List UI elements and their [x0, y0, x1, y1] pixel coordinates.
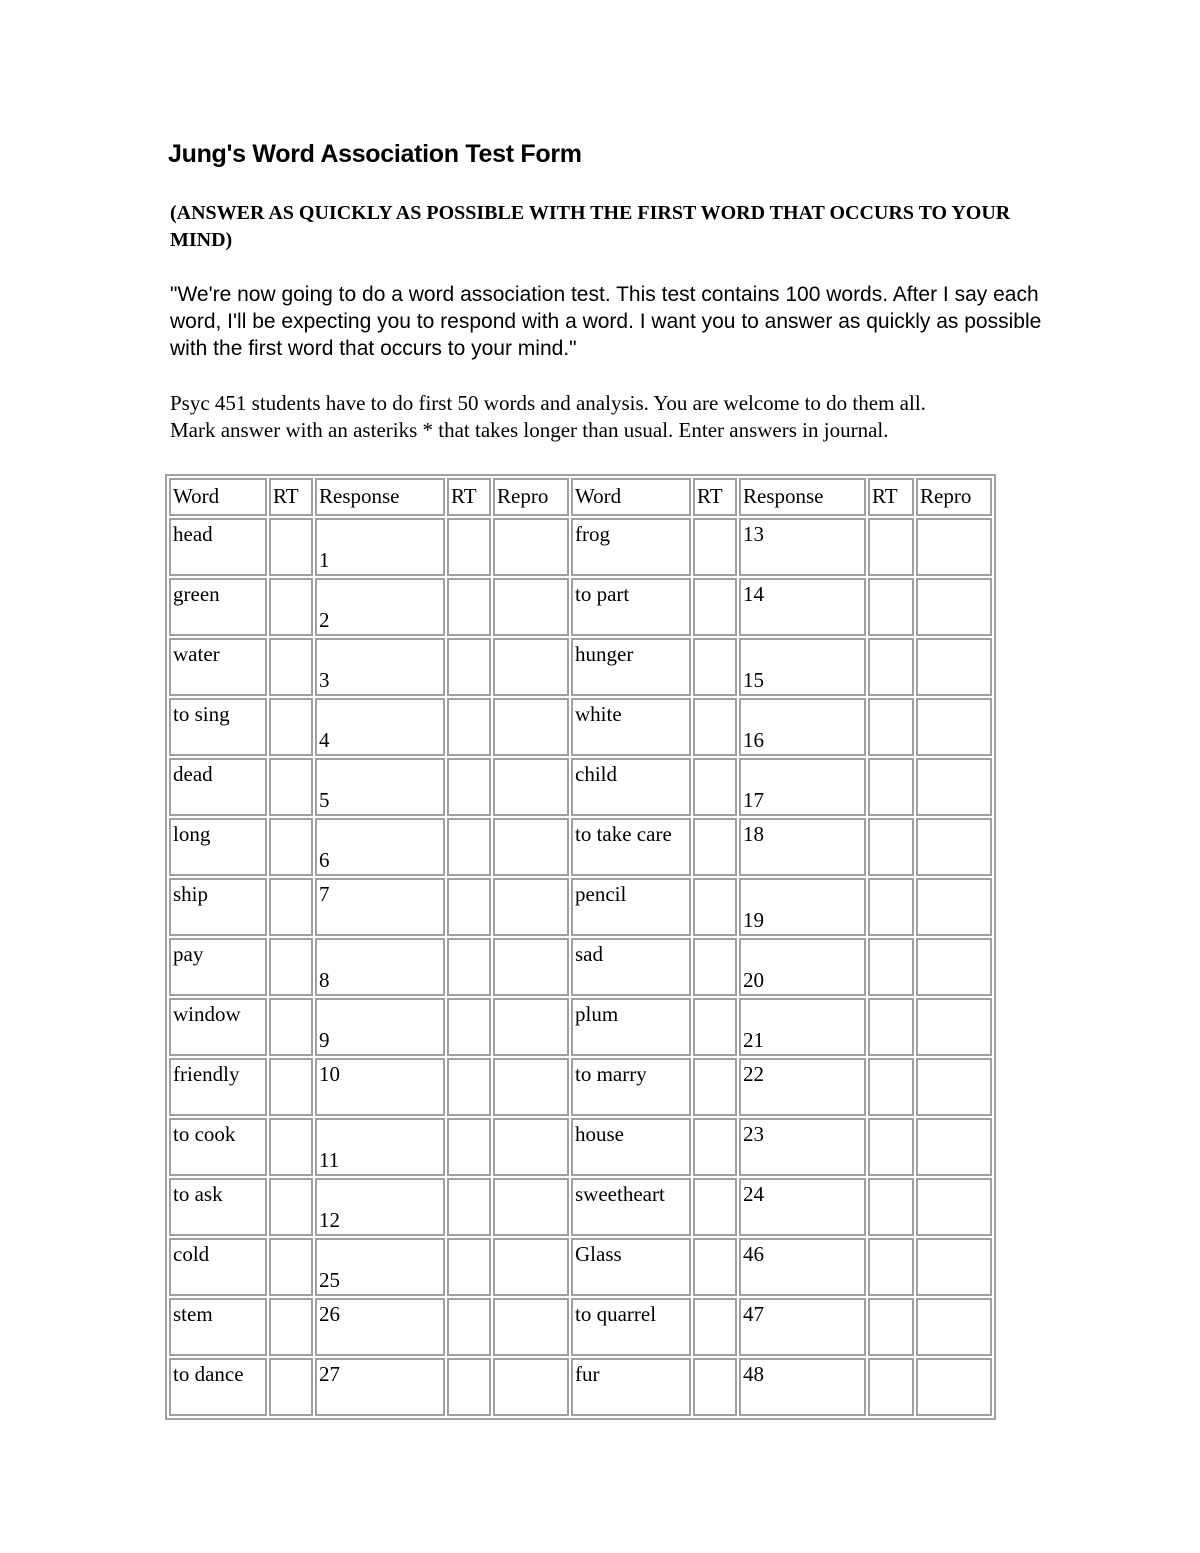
rt-right-cell[interactable] — [693, 1058, 737, 1116]
header-rt2-right: RT — [868, 478, 914, 516]
repro-left-cell[interactable] — [493, 698, 569, 756]
word-right-cell: to quarrel — [571, 1298, 691, 1356]
word-left-cell: long — [169, 818, 267, 876]
rt2-left-cell[interactable] — [447, 1118, 491, 1176]
word-right-cell: child — [571, 758, 691, 816]
repro-right-cell[interactable] — [916, 578, 992, 636]
table-row — [169, 1358, 992, 1416]
rt-right-cell[interactable] — [693, 578, 737, 636]
table-row — [169, 1298, 992, 1356]
rt-right-cell[interactable] — [693, 1358, 737, 1416]
rt2-left-cell[interactable] — [447, 878, 491, 936]
item-number: 13 — [743, 522, 764, 546]
repro-left-cell[interactable] — [493, 938, 569, 996]
repro-right-cell[interactable] — [916, 1298, 992, 1356]
repro-right-cell[interactable] — [916, 518, 992, 576]
repro-right-cell[interactable] — [916, 1358, 992, 1416]
word-right-cell: to marry — [571, 1058, 691, 1116]
rt2-left-cell[interactable] — [447, 578, 491, 636]
repro-right-cell[interactable] — [916, 638, 992, 696]
item-number: 4 — [319, 728, 330, 752]
word-left-cell: water — [169, 638, 267, 696]
word-left-cell: pay — [169, 938, 267, 996]
item-number: 46 — [743, 1242, 764, 1266]
rt-right-cell[interactable] — [693, 938, 737, 996]
rt2-left-cell[interactable] — [447, 698, 491, 756]
response-right-cell[interactable] — [739, 1118, 866, 1176]
word-left-cell: to ask — [169, 1178, 267, 1236]
word-left-cell: window — [169, 998, 267, 1056]
header-response-left: Response — [315, 478, 445, 516]
header-rt-left: RT — [269, 478, 313, 516]
rt-left-cell[interactable] — [269, 1118, 313, 1176]
response-left-cell[interactable] — [315, 1358, 445, 1416]
table-row — [169, 998, 992, 1056]
word-left-cell: friendly — [169, 1058, 267, 1116]
word-right-cell: hunger — [571, 638, 691, 696]
rt2-left-cell[interactable] — [447, 1178, 491, 1236]
rt-left-cell[interactable] — [269, 1178, 313, 1236]
rt2-left-cell[interactable] — [447, 998, 491, 1056]
table-row — [169, 1178, 992, 1236]
rt-right-cell[interactable] — [693, 1298, 737, 1356]
word-right-cell: fur — [571, 1358, 691, 1416]
response-right-cell[interactable] — [739, 518, 866, 576]
word-right-cell: to take care — [571, 818, 691, 876]
repro-right-cell[interactable] — [916, 758, 992, 816]
item-number: 23 — [743, 1122, 764, 1146]
repro-left-cell[interactable] — [493, 1058, 569, 1116]
header-repro-left: Repro — [493, 478, 569, 516]
response-right-cell[interactable] — [739, 998, 866, 1056]
rt-right-cell[interactable] — [693, 818, 737, 876]
word-right-cell: pencil — [571, 878, 691, 936]
table-row — [169, 1238, 992, 1296]
table-body — [169, 518, 992, 1416]
repro-left-cell[interactable] — [493, 998, 569, 1056]
rt-right-cell[interactable] — [693, 1178, 737, 1236]
item-number: 21 — [743, 1028, 764, 1052]
word-left-cell: dead — [169, 758, 267, 816]
response-left-cell[interactable] — [315, 1298, 445, 1356]
response-right-cell[interactable] — [739, 638, 866, 696]
rt2-right-cell[interactable] — [868, 878, 914, 936]
repro-right-cell[interactable] — [916, 1118, 992, 1176]
response-right-cell[interactable] — [739, 818, 866, 876]
response-right-cell[interactable] — [739, 578, 866, 636]
response-left-cell[interactable] — [315, 878, 445, 936]
repro-right-cell[interactable] — [916, 818, 992, 876]
word-left-cell: ship — [169, 878, 267, 936]
table-row — [169, 1118, 992, 1176]
rt2-right-cell[interactable] — [868, 638, 914, 696]
rt-left-cell[interactable] — [269, 758, 313, 816]
item-number: 6 — [319, 848, 330, 872]
rt-left-cell[interactable] — [269, 1358, 313, 1416]
rt2-left-cell[interactable] — [447, 518, 491, 576]
response-left-cell[interactable] — [315, 1178, 445, 1236]
course-note — [170, 390, 1070, 444]
table-row — [169, 518, 992, 576]
item-number: 8 — [319, 968, 330, 992]
word-right-cell: house — [571, 1118, 691, 1176]
table-row — [169, 578, 992, 636]
word-right-cell: to part — [571, 578, 691, 636]
rt2-right-cell[interactable] — [868, 1178, 914, 1236]
rt-right-cell[interactable] — [693, 1118, 737, 1176]
rt2-left-cell[interactable] — [447, 638, 491, 696]
rt-right-cell[interactable] — [693, 758, 737, 816]
rt-left-cell[interactable] — [269, 578, 313, 636]
table-row — [169, 1058, 992, 1116]
rt2-right-cell[interactable] — [868, 578, 914, 636]
item-number: 17 — [743, 788, 764, 812]
word-left-cell: to dance — [169, 1358, 267, 1416]
response-left-cell[interactable] — [315, 698, 445, 756]
item-number: 24 — [743, 1182, 764, 1206]
rt2-right-cell[interactable] — [868, 938, 914, 996]
word-left-cell: cold — [169, 1238, 267, 1296]
item-number: 20 — [743, 968, 764, 992]
rt2-left-cell[interactable] — [447, 818, 491, 876]
item-number: 7 — [319, 882, 330, 906]
response-left-cell[interactable] — [315, 638, 445, 696]
rt2-right-cell[interactable] — [868, 518, 914, 576]
repro-left-cell[interactable] — [493, 878, 569, 936]
course-note-line-2: Mark answer with an asteriks * that takes longer than usual. Enter answers in journal. — [170, 418, 889, 442]
word-right-cell: Glass — [571, 1238, 691, 1296]
rt2-left-cell[interactable] — [447, 758, 491, 816]
repro-left-cell[interactable] — [493, 1118, 569, 1176]
rt-left-cell[interactable] — [269, 518, 313, 576]
rt2-left-cell[interactable] — [447, 1298, 491, 1356]
word-left-cell: stem — [169, 1298, 267, 1356]
response-left-cell[interactable] — [315, 1238, 445, 1296]
rt2-right-cell[interactable] — [868, 1238, 914, 1296]
response-left-cell[interactable] — [315, 758, 445, 816]
rt-left-cell[interactable] — [269, 1298, 313, 1356]
table-row — [169, 818, 992, 876]
rt2-right-cell[interactable] — [868, 1358, 914, 1416]
response-left-cell[interactable] — [315, 1118, 445, 1176]
item-number: 3 — [319, 668, 330, 692]
item-number: 12 — [319, 1208, 340, 1232]
response-right-cell[interactable] — [739, 1058, 866, 1116]
item-number: 48 — [743, 1362, 764, 1386]
item-number: 11 — [319, 1148, 340, 1172]
item-number: 16 — [743, 728, 764, 752]
rt2-right-cell[interactable] — [868, 1298, 914, 1356]
repro-right-cell[interactable] — [916, 1238, 992, 1296]
rt-left-cell[interactable] — [269, 1058, 313, 1116]
response-right-cell[interactable] — [739, 758, 866, 816]
response-right-cell[interactable] — [739, 698, 866, 756]
item-number: 14 — [743, 582, 764, 606]
rt2-left-cell[interactable] — [447, 1238, 491, 1296]
response-left-cell[interactable] — [315, 1058, 445, 1116]
rt-left-cell[interactable] — [269, 818, 313, 876]
rt-left-cell[interactable] — [269, 998, 313, 1056]
item-number: 26 — [319, 1302, 340, 1326]
response-left-cell[interactable] — [315, 518, 445, 576]
repro-left-cell[interactable] — [493, 758, 569, 816]
item-number: 5 — [319, 788, 330, 812]
rt-left-cell[interactable] — [269, 938, 313, 996]
table-row — [169, 758, 992, 816]
rt-right-cell[interactable] — [693, 518, 737, 576]
rt-left-cell[interactable] — [269, 878, 313, 936]
rt2-right-cell[interactable] — [868, 818, 914, 876]
header-word-right: Word — [571, 478, 691, 516]
word-right-cell: plum — [571, 998, 691, 1056]
item-number: 9 — [319, 1028, 330, 1052]
word-right-cell: frog — [571, 518, 691, 576]
response-right-cell[interactable] — [739, 878, 866, 936]
rt2-right-cell[interactable] — [868, 698, 914, 756]
item-number: 18 — [743, 822, 764, 846]
word-association-table — [165, 474, 996, 1420]
repro-left-cell[interactable] — [493, 1298, 569, 1356]
word-left-cell: head — [169, 518, 267, 576]
word-right-cell: white — [571, 698, 691, 756]
item-number: 47 — [743, 1302, 764, 1326]
word-right-cell: sweetheart — [571, 1178, 691, 1236]
item-number: 1 — [319, 548, 330, 572]
response-left-cell[interactable] — [315, 818, 445, 876]
repro-left-cell[interactable] — [493, 1238, 569, 1296]
repro-right-cell[interactable] — [916, 698, 992, 756]
word-left-cell: to cook — [169, 1118, 267, 1176]
repro-right-cell[interactable] — [916, 938, 992, 996]
repro-left-cell[interactable] — [493, 518, 569, 576]
table-row — [169, 698, 992, 756]
header-rt-right: RT — [693, 478, 737, 516]
response-right-cell[interactable] — [739, 1358, 866, 1416]
rt2-left-cell[interactable] — [447, 938, 491, 996]
header-word-left: Word — [169, 478, 267, 516]
word-right-cell: sad — [571, 938, 691, 996]
response-right-cell[interactable] — [739, 1238, 866, 1296]
rt2-left-cell[interactable] — [447, 1058, 491, 1116]
instruction-text: (ANSWER AS QUICKLY AS POSSIBLE WITH THE FIRST WORD THAT OCCURS TO YOUR MIND) — [170, 202, 1011, 251]
repro-left-cell[interactable] — [493, 578, 569, 636]
rt-right-cell[interactable] — [693, 998, 737, 1056]
header-rt2-left: RT — [447, 478, 491, 516]
item-number: 19 — [743, 908, 764, 932]
repro-right-cell[interactable] — [916, 878, 992, 936]
rt-right-cell[interactable] — [693, 1238, 737, 1296]
table-row — [169, 878, 992, 936]
repro-right-cell[interactable] — [916, 998, 992, 1056]
page-title: Jung's Word Association Test Form — [168, 140, 582, 168]
word-left-cell: to sing — [169, 698, 267, 756]
response-right-cell[interactable] — [739, 1298, 866, 1356]
repro-left-cell[interactable] — [493, 638, 569, 696]
item-number: 15 — [743, 668, 764, 692]
item-number: 10 — [319, 1062, 340, 1086]
rt-right-cell[interactable] — [693, 878, 737, 936]
item-number: 22 — [743, 1062, 764, 1086]
rt-left-cell[interactable] — [269, 638, 313, 696]
repro-left-cell[interactable] — [493, 1358, 569, 1416]
table-row — [169, 938, 992, 996]
rt2-right-cell[interactable] — [868, 1058, 914, 1116]
rt2-right-cell[interactable] — [868, 758, 914, 816]
test-intro-quote: "We're now going to do a word association test. This test contains 100 words. After I say each word, I'll be expecting you to respond with a word. I want you to answer as quickly as possible with the first word that occurs to your mind." — [170, 283, 1042, 360]
repro-right-cell[interactable] — [916, 1058, 992, 1116]
rt-right-cell[interactable] — [693, 698, 737, 756]
rt-right-cell[interactable] — [693, 638, 737, 696]
header-repro-right: Repro — [916, 478, 992, 516]
item-number: 2 — [319, 608, 330, 632]
rt2-right-cell[interactable] — [868, 1118, 914, 1176]
rt2-right-cell[interactable] — [868, 998, 914, 1056]
repro-left-cell[interactable] — [493, 818, 569, 876]
rt2-left-cell[interactable] — [447, 1358, 491, 1416]
rt-left-cell[interactable] — [269, 1238, 313, 1296]
table-row — [169, 638, 992, 696]
table-header-row — [169, 478, 992, 516]
response-left-cell[interactable] — [315, 938, 445, 996]
response-right-cell[interactable] — [739, 938, 866, 996]
rt-left-cell[interactable] — [269, 698, 313, 756]
word-left-cell: green — [169, 578, 267, 636]
repro-left-cell[interactable] — [493, 1178, 569, 1236]
response-left-cell[interactable] — [315, 578, 445, 636]
course-note-line-1: Psyc 451 students have to do first 50 words and analysis. You are welcome to do them all. — [170, 391, 926, 415]
item-number: 27 — [319, 1362, 340, 1386]
response-left-cell[interactable] — [315, 998, 445, 1056]
item-number: 25 — [319, 1268, 340, 1292]
repro-right-cell[interactable] — [916, 1178, 992, 1236]
header-response-right: Response — [739, 478, 866, 516]
response-right-cell[interactable] — [739, 1178, 866, 1236]
